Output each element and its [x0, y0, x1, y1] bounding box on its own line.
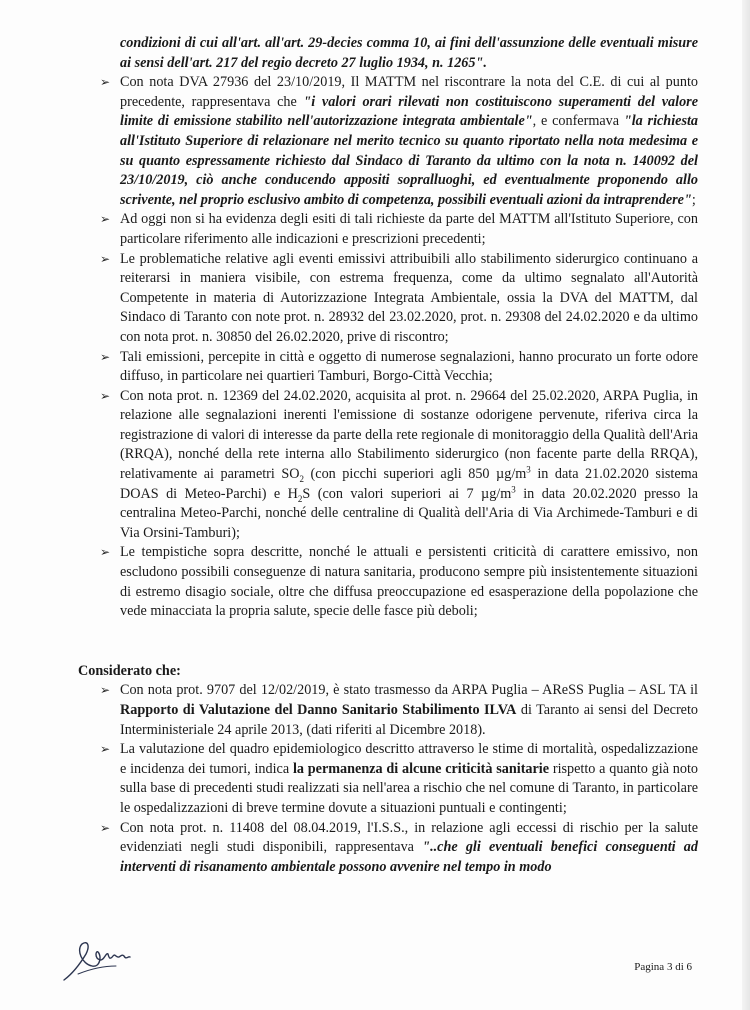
list-item: ➢ Con nota prot. n. 11408 del 08.04.2019, l'I.S.S., in relazione agli eccessi di rischio per la salute evidenziati negli studi disponibili, rappresentava "..che gli eventuali benefici conseguenti ad interventi di risanamento ambientale possono avvenire nel tempo in modo [100, 819, 698, 875]
intro-continuation: condizioni di cui all'art. all'art. 29-decies comma 10, ai fini dell'assunzione delle eventuali misure ai sensi dell'art. 217 del regio decreto 27 luglio 1934, n. 1265". [120, 35, 698, 71]
arrow-bullet-icon: ➢ [100, 742, 111, 757]
list-item: ➢ Con nota prot. n. 12369 del 24.02.2020, acquisita al prot. n. 29664 del 25.02.2020, ARPA Puglia, in relazione alle segnalazioni inerenti l'emissione di sostanze odorigene pervenute, riferiva circa la registrazione di valori di interesse da parte della rete regionale di monitoraggio della Qualità dell'Aria (RRQA), nonché della rete interna allo Stabilimento siderurgico (non facente parte della RRQA), relativamente ai parametri $SO_2$ (con picchi superiori agli 850 $\mu g/m^3$ in data 21.02.2020 sistema DOAS di Meteo-Parchi) e $H_2S$ (con valori superiori ai 7 $\mu g/m^3$ in data 20.02.2020 presso la centralina Meteo-Parchi, nonché delle centraline di Qualità dell'Aria di Via Archimede-Tamburi e di Via Orsini-Tamburi); [100, 387, 698, 541]
list-item: ➢ Le tempistiche sopra descritte, nonché le attuali e persistenti criticità di carattere emissivo, non escludono possibili conseguenze di natura sanitaria, producono sempre più insistentemente situazioni di estremo disagio sociale, oltre che diffusa preoccupazione ed esasperazione della popolazione che vede minacciata la propria salute, specie delle fasce più deboli; [100, 544, 698, 620]
arrow-bullet-icon: ➢ [100, 212, 111, 227]
arrow-bullet-icon: ➢ [100, 683, 111, 698]
signature-icon [58, 930, 150, 988]
arrow-bullet-icon: ➢ [100, 75, 111, 90]
list-item: ➢ Le problematiche relative agli eventi emissivi attribuibili allo stabilimento siderurgico continuano a reiterarsi in maniera visibile, con estrema frequenza, come da ultimo segnalato all'Autorità Competente in materia di Autorizzazione Integrata Ambientale, ossia la DVA del MATTM, dal Sindaco di Taranto con note prot. n. 28932 del 23.02.2020, prot. n. 29308 del 24.02.2020 e da ultimo con nota prot. n. 30850 del 26.02.2020, prive di riscontro; [100, 250, 698, 345]
list-item: ➢ Con nota prot. 9707 del 12/02/2019, è stato trasmesso da ARPA Puglia – AReSS Puglia – ASL TA il Rapporto di Valutazione del Danno Sanitario Stabilimento ILVA di Taranto ai sensi del Decreto Interministeriale 24 aprile 2013, (dati riferiti al Dicembre 2018). [100, 682, 698, 738]
page-footer [0, 930, 750, 990]
list-item: ➢ Ad oggi non si ha evidenza degli esiti di tali richieste da parte del MATTM all'Istituto Superiore, con particolare riferimento alle indicazioni e prescrizioni precedenti; [100, 211, 698, 247]
arrow-bullet-icon: ➢ [100, 349, 111, 364]
page-edge-shadow [742, 0, 750, 1010]
section-title: Considerato che: [78, 662, 181, 679]
page-number: Pagina 3 di 6 [634, 961, 692, 973]
arrow-bullet-icon: ➢ [100, 388, 111, 403]
arrow-bullet-icon: ➢ [100, 251, 111, 266]
arrow-bullet-icon: ➢ [100, 545, 111, 560]
list-item: ➢ La valutazione del quadro epidemiologico descritto attraverso le stime di mortalità, ospedalizzazione e incidenza dei tumori, indica la permanenza di alcune criticità sanitarie rispetto a quanto già noto sulla base di precedenti studi realizzati sia nell'area a rischio che nel comune di Taranto, in particolare le ospedalizzazioni di breve termine dovute a situazioni puntuali e contingenti; [100, 741, 698, 816]
list-item: ➢ Tali emissioni, percepite in città e oggetto di numerose segnalazioni, hanno procurato un forte odore diffuso, in particolare nei quartieri Tamburi, Borgo-Città Vecchia; [100, 348, 698, 385]
considered-list [78, 681, 698, 877]
list-item: ➢ Con nota DVA 27936 del 23/10/2019, Il MATTM nel riscontrare la nota del C.E. di cui al punto precedente, rappresentava che "i valori orari rilevati non costituiscono superamenti del valore limite di emissione stabilito nell'autorizzazione integrata ambientale", e confermava "la richiesta all'Istituto Superiore di relazionare nel merito tecnico su quanto riportato nella nota medesima e su quanto espressamente richiesto dal Sindaco di Taranto da ultimo con la nota n. 140092 del 23/10/2019, ciò anche conducendo appositi sopralluoghi, ed eventualmente proponendo allo scrivente, nel proprio esclusivo ambito di competenza, possibili eventuali azioni da intraprendere"; [100, 74, 698, 208]
arrow-bullet-icon: ➢ [100, 820, 111, 835]
premise-list [78, 73, 698, 622]
